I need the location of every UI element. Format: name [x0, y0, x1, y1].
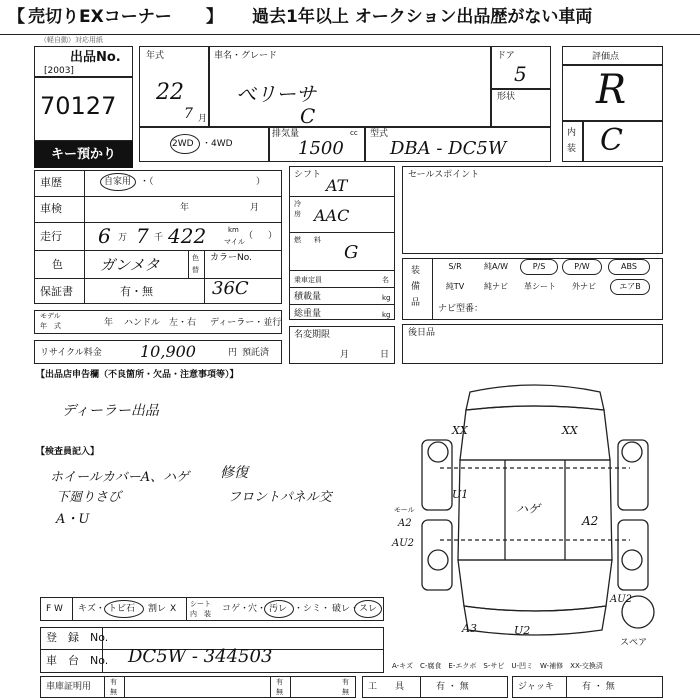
equipment-label-0: 装: [411, 266, 421, 276]
drive-4wd: ・4WD: [202, 139, 233, 149]
model-change-year: 年: [104, 318, 114, 328]
model-year-value: 22: [156, 80, 184, 105]
aircon-label-bottom: 房: [294, 210, 301, 218]
certificate-col1-top: 有: [110, 678, 117, 686]
diagram-mark-7: A2: [398, 518, 412, 529]
interior-value: C: [600, 123, 623, 158]
equipment-navi: 純ナビ: [484, 282, 508, 291]
condition-fw: F W: [46, 604, 63, 614]
interior-item-2: 穴・: [248, 604, 267, 614]
diagram-mark-10: A3: [462, 622, 477, 635]
certificate-label: 車庫証明用: [46, 682, 92, 692]
jack-label: ジャッキ: [518, 682, 554, 692]
model-year-month-unit: 月: [198, 114, 208, 124]
capacity-label: 乗車定員: [294, 276, 322, 284]
equipment-ext-navi: 外ナビ: [572, 282, 596, 291]
certificate-col2-top: 有: [276, 678, 283, 686]
interior-item-6: スレ: [359, 604, 378, 614]
car-grade-value: C: [300, 104, 316, 128]
color-code-value: 36C: [212, 278, 249, 299]
inspector-note-1: ホイールカバーA、ハゲ: [50, 470, 190, 485]
inspection-month: 月: [250, 203, 260, 213]
name-change-label: 名変期限: [294, 330, 331, 340]
interior-item-3: 汚レ: [269, 604, 288, 614]
condition-seat-bottom: 内 装: [190, 610, 211, 618]
shift-label: シフト: [294, 170, 322, 180]
sales-point-label: セールスポイント: [408, 170, 480, 180]
condition-seat-top: シート: [190, 600, 211, 608]
model-year-month: 7: [184, 106, 193, 122]
registration-label: 登 録 No.: [46, 631, 109, 644]
right-front-outline: [618, 520, 648, 590]
lot-year-code: [2003]: [44, 66, 74, 76]
banner-bracket-close: 】: [206, 7, 223, 27]
diagram-mark-4: ハゲ: [516, 502, 541, 516]
equipment-leather: 革シート: [524, 282, 556, 291]
tools-value: 有 ・ 無: [436, 682, 469, 692]
equipment-sr: S/R: [448, 262, 462, 271]
model-change-label-bottom: 年 式: [40, 322, 61, 330]
mileage-km: km: [228, 226, 239, 234]
after-entry-box: [402, 324, 663, 364]
banner-corner-name: 売切りEXコーナー: [28, 7, 172, 27]
body-shape-label: 形状: [497, 92, 516, 102]
model-change-label-top: モデル: [40, 312, 61, 320]
mileage-label: 走行: [40, 230, 62, 243]
grade-score-label: 評価点: [592, 52, 620, 62]
history-value: 自家用: [104, 177, 132, 187]
inspector-note-3: A・U: [56, 512, 90, 527]
certificate-col1-bottom: 無: [110, 688, 117, 696]
seller-notes-handwritten: ディーラー出品: [62, 403, 159, 419]
equipment-airbag: エアB: [610, 279, 650, 295]
model-change-dealer: ディーラー・並行: [210, 318, 282, 328]
capacity-unit: 名: [382, 276, 389, 284]
mileage-value: 422: [168, 224, 207, 248]
car-name-label: 車名・グレード: [214, 51, 278, 61]
certificate-col2-bottom: 無: [276, 688, 283, 696]
model-code-label: 型式: [370, 129, 389, 139]
equipment-pw: P/W: [562, 259, 602, 275]
aircon-label-top: 冷: [294, 200, 301, 208]
fuel-label-top: 燃: [294, 236, 301, 244]
inspector-note-4: 修復: [220, 465, 248, 481]
recycle-unit: 円: [228, 348, 238, 358]
left-rear-wheel: [428, 442, 448, 462]
seller-notes-label: 【出品店申告欄（不良箇所・欠品・注意事項等）】: [36, 370, 239, 380]
gross-label: 総重量: [294, 309, 322, 319]
doors-label: ドア: [497, 51, 515, 61]
mileage-man: 6: [98, 224, 111, 248]
doors-value: 5: [514, 62, 527, 86]
recycle-value: 10,900: [140, 342, 196, 361]
corner-banner: [0, 0, 700, 35]
model-change-handle: ハンドル 左・右: [124, 318, 197, 328]
after-entry-label: 後日品: [408, 328, 436, 338]
right-rear-wheel: [622, 442, 642, 462]
equipment-tv: 純TV: [445, 282, 465, 291]
banner-notice: 過去1年以上 オークション出品歴がない車両: [252, 7, 593, 27]
mileage-man-unit: 万: [118, 233, 128, 243]
recycle-deposit: 預託済: [242, 348, 270, 358]
left-front-outline: [422, 520, 452, 590]
color-label: 色: [52, 258, 63, 271]
interior-item-4: ・シミ・: [294, 604, 331, 614]
condition-crack: 割レ: [148, 604, 167, 614]
color-change-top: 色: [192, 254, 199, 262]
inspector-note-5: フロントパネル交: [228, 490, 332, 505]
certificate-col3-top: 有: [342, 678, 349, 686]
equipment-aw: 純A/W: [483, 262, 509, 271]
color-code-label: カラーNo.: [210, 253, 252, 263]
shift-value: AT: [326, 176, 348, 195]
interior-label-top: 内: [567, 128, 577, 138]
displacement-label: 排気量: [272, 129, 300, 139]
car-name-value: べリーサ: [236, 82, 316, 106]
mileage-sen: 7: [136, 224, 149, 248]
equipment-navi-model: ナビ型番：: [438, 304, 484, 314]
model-code-value: DBA - DC5W: [390, 138, 507, 159]
warranty-label: 保証書: [40, 285, 73, 298]
aircon-value: AAC: [314, 206, 350, 225]
tools-label: 工 具: [368, 682, 405, 692]
right-front-wheel: [622, 550, 642, 570]
lot-label: 出品No.: [70, 50, 121, 65]
key-deposit-badge: キー預かり: [34, 141, 133, 168]
damage-legend: A-キズ C-腐食 E-エクボ S-サビ U-凹ミ W-補修 XX-交換済: [392, 662, 603, 670]
equipment-ps: P/S: [520, 259, 558, 275]
diagram-mark-11: U2: [514, 624, 531, 637]
mileage-mile: マイル: [224, 238, 245, 246]
diagram-mark-1: XX: [452, 424, 468, 437]
inspector-notes-label: 【検査員記入】: [36, 447, 100, 457]
displacement-unit: cc: [350, 129, 358, 137]
history-rest: ・（: [140, 177, 154, 187]
condition-scratch: キズ・: [78, 604, 105, 614]
diagram-mark-2: XX: [562, 424, 578, 437]
chassis-value: DC5W - 344503: [128, 646, 273, 667]
equipment-label-1: 備: [411, 282, 421, 292]
gross-unit: kg: [382, 311, 391, 319]
mileage-paren-close: ）: [268, 231, 278, 241]
model-year-label: 年式: [146, 51, 165, 61]
recycle-label: リサイクル料金: [40, 348, 102, 358]
mileage-paren: （: [244, 231, 254, 241]
interior-label-bottom: 装: [567, 144, 577, 154]
diagram-mark-5: A2: [582, 514, 599, 528]
diagram-mark-6: モール: [394, 506, 415, 514]
front-bumper-outline: [464, 606, 606, 635]
diagram-mark-3: U1: [452, 488, 469, 501]
condition-chip: トビ石: [108, 604, 136, 614]
inspector-note-2: 下廻りさび: [56, 490, 122, 505]
drive-2wd: 2WD: [172, 139, 194, 149]
name-change-month: 月: [340, 350, 350, 360]
inspection-year: 年: [180, 203, 190, 213]
hood-outline: [458, 560, 612, 611]
condition-sep: X: [170, 604, 177, 614]
rear-window-outline: [460, 406, 610, 460]
banner-bracket-open: 【: [8, 7, 25, 27]
load-unit: kg: [382, 294, 391, 302]
displacement-value: 1500: [298, 138, 344, 159]
left-front-wheel: [428, 550, 448, 570]
jack-value: 有 ・ 無: [582, 682, 615, 692]
spare-label: スペア: [620, 638, 648, 648]
header-cutoff: （軽自動）対応用紙: [40, 36, 103, 44]
lot-number: 70127: [40, 92, 117, 120]
fuel-label-bottom: 料: [314, 236, 321, 244]
equipment-label-2: 品: [411, 298, 421, 308]
inspection-label: 車検: [40, 202, 62, 215]
diagram-mark-9: AU2: [610, 594, 633, 605]
interior-item-5: 破レ・: [332, 604, 360, 614]
color-value: ガンメタ: [100, 256, 160, 274]
certificate-col3-bottom: 無: [342, 688, 349, 696]
warranty-value: 有・無: [120, 285, 153, 298]
diagram-mark-8: AU2: [392, 538, 415, 549]
name-change-day: 日: [380, 350, 390, 360]
history-close: ）: [256, 177, 266, 187]
load-label: 積載量: [294, 292, 322, 302]
interior-item-1: コゲ・: [222, 604, 250, 614]
fuel-value: G: [344, 242, 359, 263]
mileage-sen-unit: 千: [154, 233, 164, 243]
grade-score-value: R: [596, 67, 627, 113]
chassis-label: 車 台 No.: [46, 654, 109, 667]
history-label: 車歴: [40, 176, 62, 189]
equipment-abs: ABS: [608, 259, 650, 275]
color-change-bottom: 替: [192, 266, 199, 274]
